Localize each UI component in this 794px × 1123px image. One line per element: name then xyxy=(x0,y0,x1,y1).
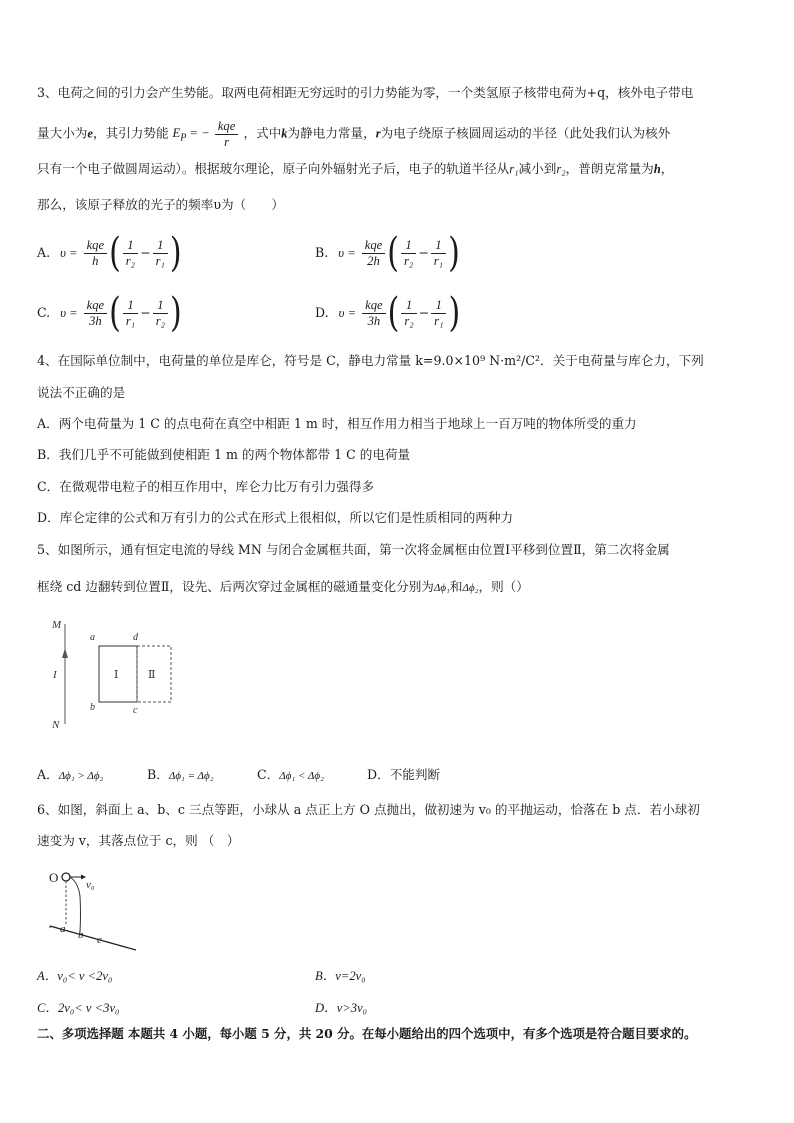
term-a xyxy=(123,298,138,329)
option-label: A. xyxy=(37,245,51,260)
label-c: c xyxy=(133,705,138,716)
q6-option-d[interactable]: D．v>3v₀ xyxy=(315,1001,368,1015)
q5-option-d[interactable]: D．不能判断 xyxy=(367,767,441,782)
term-den: r₁ xyxy=(125,314,136,328)
paren-close: ) xyxy=(448,289,461,337)
term-b xyxy=(431,238,446,269)
q4-line1: 4、在国际单位制中，电荷量的单位是库仑，符号是 C，静电力常量 k=9.0×10⁹ N·m²/C²．关于电荷量与库仑力，下列 xyxy=(37,353,704,368)
term-b xyxy=(153,298,168,329)
q6-option-c[interactable]: C．2v₀< v <3v₀ xyxy=(37,1001,120,1015)
option-coef xyxy=(362,298,385,329)
label-m: M xyxy=(52,619,62,631)
paren-open: ( xyxy=(387,229,399,277)
q5-phi2: Δϕ₂ xyxy=(462,582,479,594)
q5-option-c[interactable] xyxy=(257,766,324,785)
q3-var-e: e xyxy=(87,126,93,141)
option-label: C． xyxy=(257,767,280,782)
term-den: r₁ xyxy=(433,254,444,268)
q3-option-b[interactable]: B. υ = $\frac{\text{kqe}}{2h}$ ( $\frac{1}{\text{r₂}}$ − $\frac{1}{\text{r₁}}$ ) xyxy=(315,229,460,277)
q3-line3 xyxy=(37,160,673,178)
q3-line1: 3、电荷之间的引力会产生势能。取两电荷相距无穷远时的引力势能为零，一个类氢原子核带电荷为+q，核外电子带电 xyxy=(37,85,694,100)
term-num: 1 xyxy=(123,238,138,254)
q3-var-r1: r₁ xyxy=(509,162,519,176)
q3-text: 减小到 xyxy=(518,161,557,176)
q3-option-a[interactable]: A. υ = $\frac{\text{kqe}}{h}$ ( $\frac{1}{\text{r₂}}$ − $\frac{1}{\text{r₁}}$ ) xyxy=(37,229,182,277)
label-a: a xyxy=(60,923,66,935)
option-lhs: υ = xyxy=(60,306,78,320)
coef-num: kqe xyxy=(362,238,385,254)
label-b: b xyxy=(78,929,84,941)
term-num: 1 xyxy=(123,298,138,314)
option-lhs: υ = xyxy=(60,246,78,260)
q6-line2: 速变为 v，其落点位于 c，则 （ ） xyxy=(37,833,240,848)
term-den: r₂ xyxy=(404,314,414,328)
option-lhs: υ = xyxy=(338,306,357,320)
term-num: 1 xyxy=(401,298,416,314)
paren-close: ) xyxy=(169,229,182,277)
label-c: c xyxy=(97,934,102,946)
term-num: 1 xyxy=(431,298,446,314)
formula-sub: P xyxy=(180,132,187,144)
option-text: Δϕ₁ < Δϕ₂ xyxy=(279,770,324,782)
formula-lhs: E xyxy=(172,126,181,141)
option-label: C. xyxy=(37,305,51,320)
q3-var-r2: r₂ xyxy=(556,162,566,176)
label-o: O xyxy=(49,870,59,885)
q5-text: 框绕 cd 边翻转到位置Ⅱ，设先、后两次穿过金属框的磁通量变化分别为 xyxy=(37,579,434,594)
paren-open: ( xyxy=(109,289,121,337)
formula-den: r xyxy=(224,135,230,149)
q5-option-b[interactable] xyxy=(147,766,214,785)
q3-text: ，其引力势能 xyxy=(92,125,169,141)
term-num: 1 xyxy=(153,298,168,314)
term-den: r₁ xyxy=(434,314,444,328)
q5-text: ，则（） xyxy=(478,579,529,594)
term-num: 1 xyxy=(431,238,446,254)
q3-text: 只有一个电子做圆周运动）。根据玻尔理论，原子向外辐射光子后，电子的轨道半径从 xyxy=(37,161,510,176)
paren-open: ( xyxy=(109,229,121,277)
option-lhs: υ = xyxy=(338,246,356,260)
q3-option-c[interactable]: C. υ = $\frac{\text{kqe}}{3h}$ ( $\frac{1}{\text{r₁}}$ − $\frac{1}{\text{r₂}}$ ) xyxy=(37,289,182,337)
label-a: a xyxy=(90,632,95,643)
coef-den: 3h xyxy=(89,314,102,328)
formula-fraction xyxy=(215,119,238,150)
q3-text: ，式中 xyxy=(243,125,282,141)
q3-energy-formula xyxy=(172,119,244,149)
term-num: 1 xyxy=(401,238,416,254)
trajectory-path xyxy=(70,877,81,932)
term-a xyxy=(401,298,416,329)
q4-option-d[interactable]: D．库仑定律的公式和万有引力的公式在形式上很相似，所以它们是性质相同的两种力 xyxy=(37,510,514,525)
q3-line4: 那么，该原子释放的光子的频率υ为（ ） xyxy=(37,197,284,212)
q4-option-b[interactable]: B．我们几乎不可能做到使相距 1 m 的两个物体都带 1 C 的电荷量 xyxy=(37,447,411,462)
term-den: r₁ xyxy=(155,254,165,268)
option-label: D. xyxy=(315,305,329,320)
coef-num: kqe xyxy=(84,298,107,314)
label-v0: v₀ xyxy=(86,879,95,891)
coef-num: kqe xyxy=(362,298,385,314)
q5-text: 和 xyxy=(449,579,463,594)
label-b: b xyxy=(90,702,95,713)
label-n: N xyxy=(52,719,60,731)
q5-line2 xyxy=(37,578,529,597)
term-den: r₂ xyxy=(155,314,165,328)
q4-option-c[interactable]: C．在微观带电粒子的相互作用中，库仑力比万有引力强得多 xyxy=(37,479,375,494)
q3-option-d[interactable]: D. υ = $\frac{\text{kqe}}{3h}$ ( $\frac{1}{\text{r₂}}$ − $\frac{1}{\text{r₁}}$ ) xyxy=(315,289,461,337)
term-den: r₂ xyxy=(125,254,136,268)
paren-close: ) xyxy=(170,289,182,337)
q3-line2 xyxy=(37,119,670,150)
option-coef xyxy=(362,238,385,269)
option-label: B. xyxy=(315,245,329,260)
q3-text: 为电子绕原子核圆周运动的半径（此处我们认为核外 xyxy=(380,125,671,141)
formula-eq: = − xyxy=(189,126,210,141)
coef-den: 2h xyxy=(367,254,380,268)
q3-var-k: k xyxy=(281,126,288,141)
option-label: A． xyxy=(37,767,59,782)
section-2-heading: 二、多项选择题 本题共 4 小题，每小题 5 分，共 20 分。在每小题给出的四个选项中，有多个选项是符合题目要求的。 xyxy=(37,1026,697,1041)
q6-line1: 6、如图，斜面上 a、b、c 三点等距，小球从 a 点正上方 O 点抛出，做初速为 v₀ 的平抛运动，恰落在 b 点．若小球初 xyxy=(37,802,700,817)
label-pos1: Ⅰ xyxy=(114,669,119,681)
q3-text: ，普朗克常量为 xyxy=(565,161,654,176)
option-coef xyxy=(84,298,107,329)
option-text: Δϕ₁ = Δϕ₂ xyxy=(168,770,214,782)
term-a xyxy=(401,238,416,269)
q3-text: 为静电力常量， xyxy=(287,125,376,141)
ball-icon xyxy=(62,873,70,881)
q3-var-h: h xyxy=(653,162,661,176)
term-num: 1 xyxy=(153,238,168,254)
paren-close: ) xyxy=(448,229,460,277)
q5-option-a[interactable] xyxy=(37,766,103,785)
coef-den: h xyxy=(92,254,99,268)
term-a xyxy=(123,238,138,269)
coef-num: kqe xyxy=(84,238,107,254)
option-coef xyxy=(84,238,107,269)
label-pos2: Ⅱ xyxy=(148,669,156,681)
q5-figure xyxy=(40,612,220,742)
current-arrow-icon xyxy=(62,648,68,658)
q3-text: ， xyxy=(660,161,674,176)
option-label: B． xyxy=(147,767,169,782)
label-i: I xyxy=(53,669,57,681)
q5-phi1: Δϕ₁ xyxy=(433,582,450,594)
term-b xyxy=(153,238,168,269)
formula-num: kqe xyxy=(215,119,238,135)
q4-line2: 说法不正确的是 xyxy=(37,385,126,400)
q6-option-b[interactable]: B．v=2v₀ xyxy=(315,969,366,983)
term-b xyxy=(431,298,446,329)
coef-den: 3h xyxy=(367,314,381,328)
term-den: r₂ xyxy=(403,254,414,268)
q6-option-a[interactable]: A．v₀< v <2v₀ xyxy=(37,969,113,983)
q3-text: 量大小为 xyxy=(37,125,88,141)
q6-figure xyxy=(40,866,160,956)
q3-var-r: r xyxy=(375,126,381,141)
label-d: d xyxy=(133,632,138,643)
option-text: Δϕ₁ > Δϕ₂ xyxy=(58,770,104,782)
q5-line1: 5、如图所示，通有恒定电流的导线 MN 与闭合金属框共面，第一次将金属框由位置Ⅰ平移到位置Ⅱ，第二次将金属 xyxy=(37,542,670,557)
q4-option-a[interactable]: A．两个电荷量为 1 C 的点电荷在真空中相距 1 m 时，相互作用力相当于地球上一百万吨的物体所受的重力 xyxy=(37,416,637,431)
paren-open: ( xyxy=(387,289,400,337)
